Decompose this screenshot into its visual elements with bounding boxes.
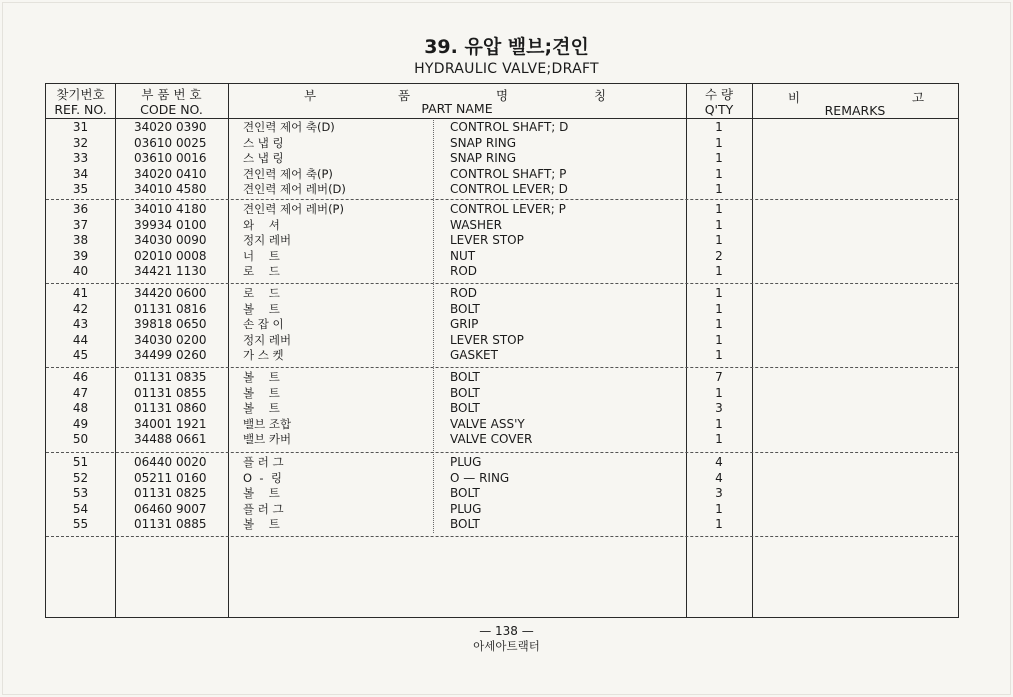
table-row [46,167,958,183]
part-name-korean: 로 드 [243,286,280,300]
ref-number: 49 [72,416,89,431]
part-name-korean: 밸브 조합 [243,416,292,431]
table-row [46,249,958,265]
part-name-english: GASKET [450,348,498,363]
header-qty-korean: 수 량 [704,87,734,102]
code-number: 34030 0200 [134,332,207,347]
code-number: 01131 0860 [134,401,207,416]
header-code-english: CODE NO. [140,102,203,117]
group-separator [46,536,958,537]
part-name-korean: 와 셔 [243,217,280,232]
quantity: 1 [715,264,723,279]
table-row [46,486,958,502]
part-name-korean: O - 링 [243,470,282,485]
ref-number: 44 [72,332,89,347]
table-row [46,455,958,471]
part-name-english: LEVER STOP [450,233,524,248]
code-number: 02010 0008 [134,248,207,263]
ref-number: 33 [72,151,89,166]
part-name-english: PLUG [450,455,482,469]
part-name-korean: 견인력 제어 레버(P) [243,202,344,216]
table-row [46,182,958,198]
table-row [46,286,958,302]
code-number: 34488 0661 [134,432,207,447]
ref-number: 41 [72,286,89,300]
part-name-english: VALVE COVER [450,432,533,447]
table-row [46,317,958,333]
code-number: 34020 0410 [134,166,207,181]
ref-number: 53 [72,486,89,501]
part-name-korean: 밸브 카버 [243,432,292,447]
part-name-english: WASHER [450,217,502,232]
quantity: 1 [715,182,723,197]
code-number: 34010 4580 [134,182,207,197]
table-row [46,264,958,280]
ref-number: 42 [72,301,89,316]
quantity: 4 [715,470,723,485]
part-name-korean: 손 잡 이 [243,317,284,332]
part-name-korean: 로 드 [243,264,280,279]
quantity: 4 [715,455,723,469]
part-name-korean: 플 러 그 [243,455,284,469]
code-number: 01131 0885 [134,517,207,532]
table-row [46,120,958,136]
header-code-korean: 부 품 번 호 [141,87,202,102]
quantity: 1 [715,416,723,431]
quantity: 1 [715,348,723,363]
part-name-korean: 가 스 켓 [243,348,284,363]
part-name-english: SNAP RING [450,135,517,150]
group-separator [46,199,958,200]
code-number: 34421 1130 [134,264,207,279]
header-remarks-korean-1: 비 [788,90,801,105]
table-row [46,386,958,402]
ref-number: 47 [72,385,89,400]
header-part-english: PART NAME [421,101,493,116]
ref-number: 31 [72,120,89,134]
code-number: 01131 0825 [134,486,207,501]
table-row [46,401,958,417]
quantity: 1 [715,120,723,134]
header-qty-english: Q'TY [704,102,734,117]
part-name-korean: 견인력 제어 레버(D) [243,182,346,197]
company-name: 아세아트랙터 [473,639,540,653]
quantity: 2 [715,248,723,263]
part-name-english: CONTROL SHAFT; D [450,120,569,134]
code-number: 39934 0100 [134,217,207,232]
ref-number: 43 [72,317,89,332]
code-number: 34030 0090 [134,233,207,248]
parts-table [45,83,959,618]
ref-number: 46 [72,370,89,384]
part-name-english: GRIP [450,317,479,332]
quantity: 1 [715,432,723,447]
part-name-korean: 볼 트 [243,385,280,400]
part-name-english: BOLT [450,385,480,400]
ref-number: 54 [72,501,89,516]
part-name-english: O — RING [450,470,510,485]
code-number: 06440 0020 [134,455,207,469]
header-ref-english: REF. NO. [54,102,107,117]
header-remarks-english: REMARKS [824,103,886,118]
part-name-korean: 견인력 제어 축(D) [243,120,335,134]
part-name-english: BOLT [450,370,480,384]
ref-number: 36 [72,202,89,216]
quantity: 1 [715,166,723,181]
code-number: 34001 1921 [134,416,207,431]
header-part-korean-1: 부 [304,88,317,103]
part-name-english: NUT [450,248,476,263]
page-number: — 138 — [479,624,534,638]
table-row [46,151,958,167]
code-number: 01131 0835 [134,370,207,384]
table-row [46,502,958,518]
ref-number: 38 [72,233,89,248]
part-name-english: ROD [450,286,478,300]
part-name-english: SNAP RING [450,151,517,166]
table-row [46,333,958,349]
header-rule [46,118,958,119]
quantity: 1 [715,151,723,166]
header-remarks-korean-2: 고 [912,90,925,105]
ref-number: 55 [72,517,89,532]
code-number: 34010 4180 [134,202,207,216]
table-row [46,348,958,364]
part-name-english: ROD [450,264,478,279]
group-separator [46,283,958,284]
part-name-korean: 볼 트 [243,301,280,316]
header-code [115,87,228,117]
quantity: 3 [715,486,723,501]
code-number: 06460 9007 [134,501,207,516]
code-number: 03610 0016 [134,151,207,166]
part-name-english: CONTROL SHAFT; P [450,166,567,181]
ref-number: 51 [72,455,89,469]
part-name-korean: 스 냅 링 [243,151,284,166]
part-name-korean: 견인력 제어 축(P) [243,166,333,181]
ref-number: 45 [72,348,89,363]
ref-number: 39 [72,248,89,263]
table-row [46,218,958,234]
quantity: 1 [715,317,723,332]
part-name-korean: 볼 트 [243,517,280,532]
ref-number: 50 [72,432,89,447]
quantity: 1 [715,135,723,150]
header-qty [686,87,752,117]
group-separator [46,452,958,453]
part-name-korean: 스 냅 링 [243,135,284,150]
part-name-english: CONTROL LEVER; D [450,182,568,197]
part-name-english: VALVE ASS'Y [450,416,525,431]
table-row [46,432,958,448]
table-row [46,233,958,249]
part-name-korean: 볼 트 [243,486,280,501]
code-number: 01131 0816 [134,301,207,316]
ref-number: 35 [72,182,89,197]
ref-number: 37 [72,217,89,232]
table-row [46,471,958,487]
quantity: 1 [715,332,723,347]
header-ref-korean: 찾기번호 [56,87,105,102]
quantity: 1 [715,217,723,232]
code-number: 39818 0650 [134,317,207,332]
group-separator [46,367,958,368]
part-name-english: BOLT [450,486,480,501]
table-row [46,302,958,318]
part-name-korean: 정지 레버 [243,332,292,347]
code-number: 34020 0390 [134,120,207,134]
quantity: 3 [715,401,723,416]
quantity: 1 [715,517,723,532]
header-part-korean-4: 칭 [594,88,607,103]
part-name-english: BOLT [450,517,480,532]
ref-number: 40 [72,264,89,279]
table-row [46,417,958,433]
quantity: 1 [715,501,723,516]
code-number: 34420 0600 [134,286,207,300]
part-name-korean: 정지 레버 [243,233,292,248]
quantity: 7 [715,370,723,384]
code-number: 34499 0260 [134,348,207,363]
page-title-english: HYDRAULIC VALVE;DRAFT [414,61,599,77]
header-part-korean-3: 명 [496,88,509,103]
table-row [46,202,958,218]
code-number: 05211 0160 [134,470,207,485]
table-row [46,136,958,152]
quantity: 1 [715,286,723,300]
part-name-korean: 볼 트 [243,370,280,384]
part-name-korean: 너 트 [243,248,280,263]
ref-number: 48 [72,401,89,416]
part-name-english: BOLT [450,401,480,416]
quantity: 1 [715,385,723,400]
part-name-korean: 플 러 그 [243,501,284,516]
part-name-english: PLUG [450,501,482,516]
part-name-english: BOLT [450,301,480,316]
code-number: 01131 0855 [134,385,207,400]
ref-number: 32 [72,135,89,150]
table-row [46,370,958,386]
quantity: 1 [715,301,723,316]
header-part-korean-2: 품 [398,88,411,103]
part-name-korean: 볼 트 [243,401,280,416]
part-name-english: CONTROL LEVER; P [450,202,566,216]
page-title-korean: 39. 유압 밸브;견인 [424,36,589,58]
ref-number: 34 [72,166,89,181]
code-number: 03610 0025 [134,135,207,150]
part-name-english: LEVER STOP [450,332,524,347]
quantity: 1 [715,233,723,248]
ref-number: 52 [72,470,89,485]
table-row [46,517,958,533]
quantity: 1 [715,202,723,216]
header-ref [46,87,115,117]
